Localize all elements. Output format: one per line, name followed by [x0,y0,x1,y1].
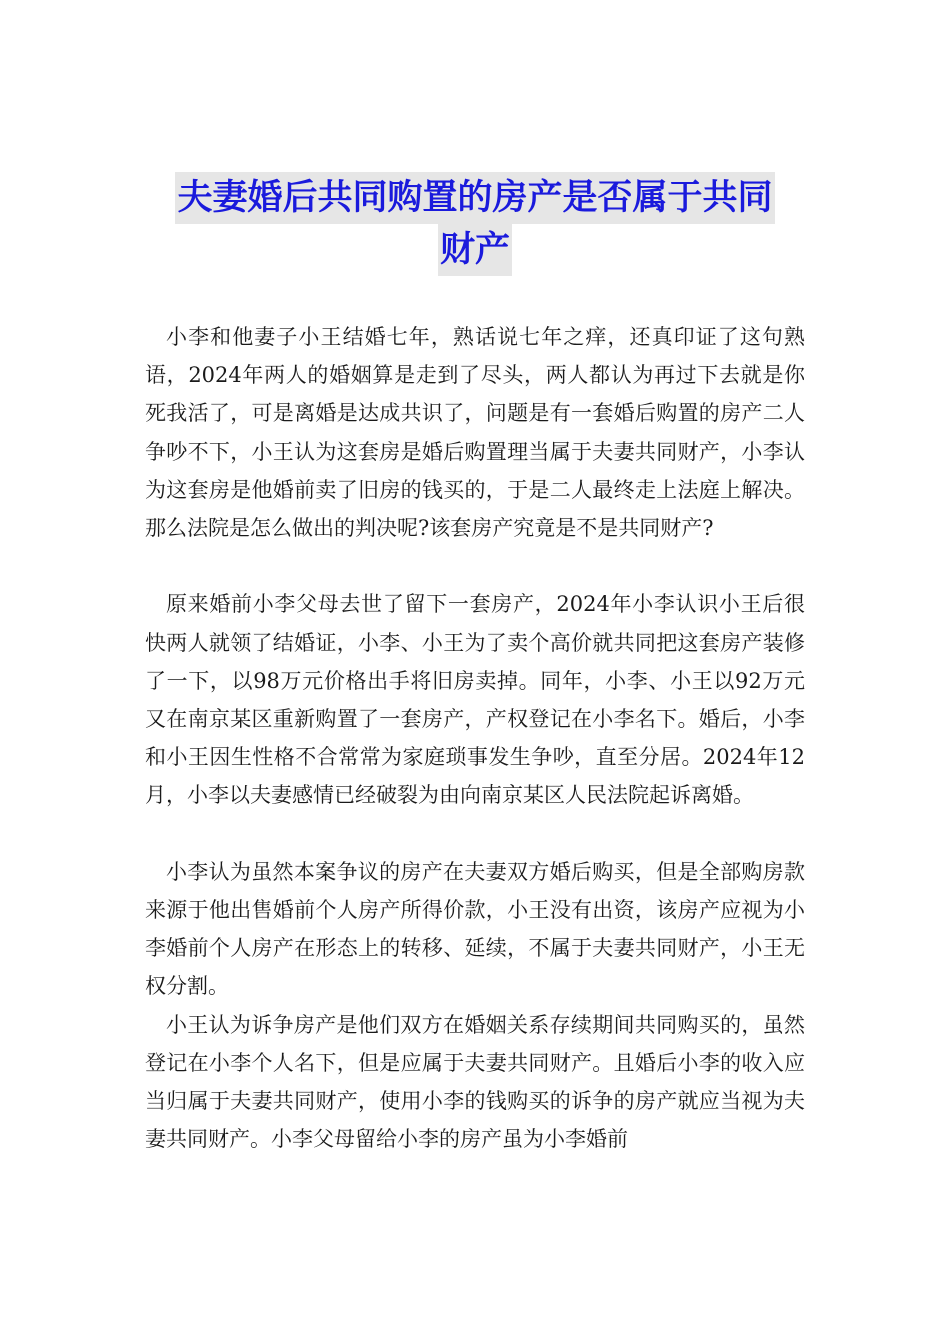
title-line-1: 夫妻婚后共同购置的房产是否属于共同 [175,172,774,224]
paragraph-4: 小王认为诉争房产是他们双方在婚姻关系存续期间共同购买的，虽然登记在小李个人名下，但是应属于夫妻共同财产。且婚后小李的收入应当归属于夫妻共同财产，使用小李的钱购买的诉争的房产就应当视为夫妻共同财产。小李父母留给小李的房产虽为小李婚前 [145,1012,805,1152]
paragraph-2: 原来婚前小李父母去世了留下一套房产，2024年小李认识小王后很快两人就领了结婚证，小李、小王为了卖个高价就共同把这套房产装修了一下，以98万元价格出手将旧房卖掉。同年，小李、小王以92万元又在南京某区重新购置了一套房产，产权登记在小李名下。婚后，小李和小王因生性格不合常常为家庭琐事发生争吵，直至分居。2024年12月，小李以夫妻感情已经破裂为由向南京某区人民法院起诉离婚。 [145,592,805,808]
document-body [145,318,805,1158]
paragraph-1: 小李和他妻子小王结婚七年，熟话说七年之痒，还真印证了这句熟语，2024年两人的婚姻算是走到了尽头，两人都认为再过下去就是你死我活了，可是离婚是达成共识了，问题是有一套婚后购置的房产二人争吵不下，小王认为这套房是婚后购置理当属于夫妻共同财产，小李认为这套房是他婚前卖了旧房的钱买的，于是二人最终走上法庭上解决。那么法院是怎么做出的判决呢?该套房产究竟是不是共同财产? [145,325,805,541]
paragraph-3: 小李认为虽然本案争议的房产在夫妻双方婚后购买，但是全部购房款来源于他出售婚前个人房产所得价款，小王没有出资，该房产应视为小李婚前个人房产在形态上的转移、延续，不属于夫妻共同财产，小王无权分割。 [145,859,805,999]
document-title [120,172,830,276]
title-line-2: 财产 [438,224,512,276]
